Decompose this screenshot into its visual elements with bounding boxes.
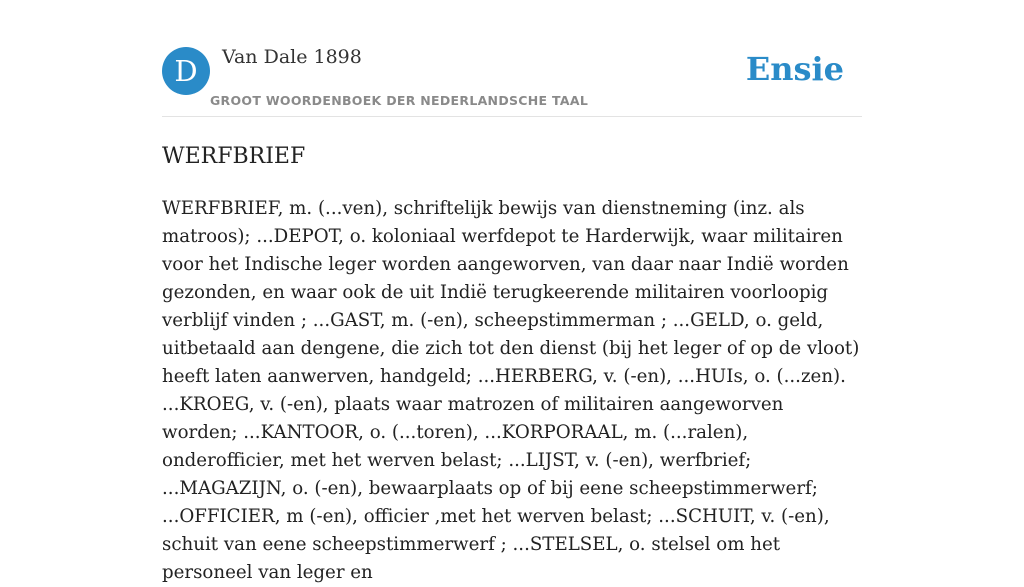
entry-definition: WERFBRIEF, m. (...ven), schriftelijk bewijs van dienstneming (inz. als matroos); ...DEPOT, o. koloniaal werfdepot te Harderwijk, waar militairen voor het Indische leger worden aangeworven, van daar naar Indië worden gezonden, en waar ook de uit Indië terugkeerende militairen voorloopig verblijf vinden ; ...GAST, m. (-en), scheepstimmerman ; ...GELD, o. geld, uitbetaald aan dengene, die zich tot den dienst (bij het leger of op de vloot) heeft laten aanwerven, handgeld; ...HERBERG, v. (-en), ...HUIs, o. (...zen). ...KROEG, v. (-en), plaats waar matrozen of militairen aangeworven worden; ...KANTOOR, o. (...toren), ...KORPORAAL, m. (...ralen), onderofficier, met het werven belast; ...LIJST, v. (-en), werfbrief; ...MAGAZIJN, o. (-en), bewaarplaats op of bij eene scheepstimmerwerf; ...OFFICIER, m (-en), officier ,met het werven belast; ...SCHUIT, v. (-en), schuit van eene scheepstimmerwerf ; ...STELSEL, o. stelsel om het personeel van leger en (162, 198, 860, 583)
dictionary-avatar[interactable]: D (162, 47, 210, 95)
page (162, 0, 862, 583)
entry-headword: WERFBRIEF (162, 144, 306, 169)
dictionary-title[interactable]: Van Dale 1898 (222, 46, 362, 68)
dictionary-subtitle: GROOT WOORDENBOEK DER NEDERLANDSCHE TAAL (210, 93, 589, 108)
brand-logo[interactable]: Ensie (745, 50, 844, 88)
dictionary-header (162, 0, 862, 117)
